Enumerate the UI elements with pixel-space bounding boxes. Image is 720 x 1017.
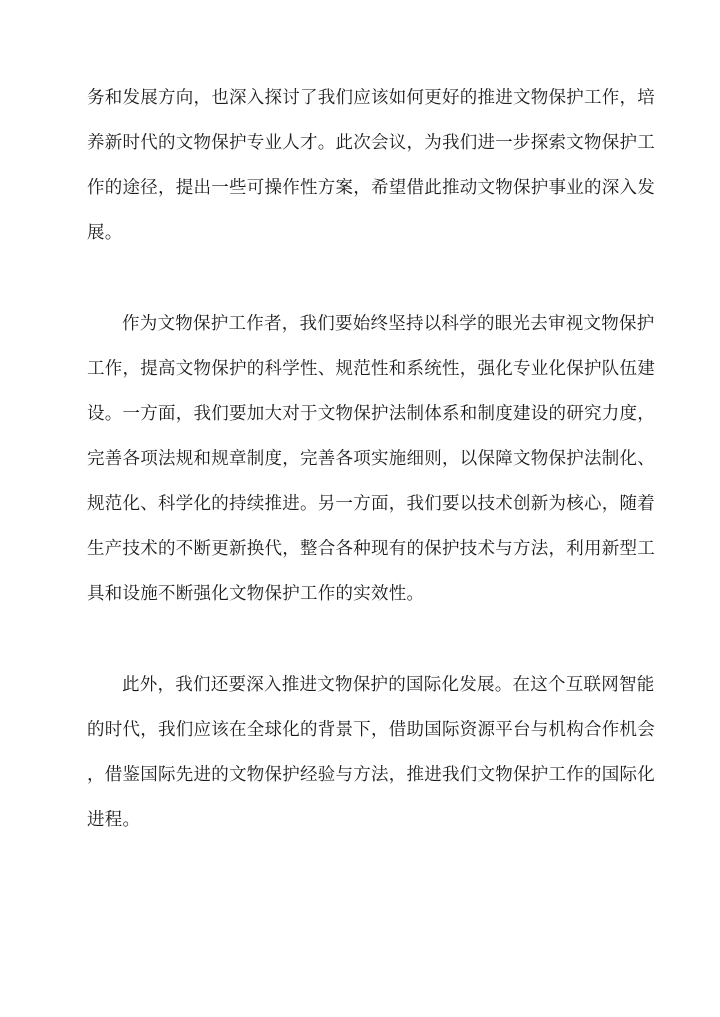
- paragraph-2: [87, 302, 655, 617]
- paragraph-line: 工作，提高文物保护的科学性、规范性和系统性，强化专业化保护队伍建: [87, 359, 655, 379]
- paragraph-line: 具和设施不断强化文物保护工作的实效性。: [87, 584, 425, 604]
- paragraph-line: 展。: [87, 223, 123, 243]
- paragraph-line: 完善各项法规和规章制度，完善各项实施细则，以保障文物保护法制化、: [87, 449, 655, 469]
- paragraph-line: 进程。: [87, 810, 141, 830]
- paragraph-line: 养新时代的文物保护专业人才。此次会议，为我们进一步探索文物保护工: [87, 133, 655, 153]
- paragraph-line: 此外，我们还要深入推进文物保护的国际化发展。在这个互联网智能: [122, 675, 655, 695]
- paragraph-line: ，借鉴国际先进的文物保护经验与方法，推进我们文物保护工作的国际化: [87, 765, 655, 785]
- paragraph-line: 规范化、科学化的持续推进。另一方面，我们要以技术创新为核心，随着: [87, 494, 655, 514]
- paragraph-line: 务和发展方向，也深入探讨了我们应该如何更好的推进文物保护工作，培: [87, 88, 655, 108]
- paragraph-1: [87, 76, 655, 256]
- paragraph-line: 设。一方面，我们要加大对于文物保护法制体系和制度建设的研究力度，: [87, 404, 655, 424]
- paragraph-line: 生产技术的不断更新换代，整合各种现有的保护技术与方法，利用新型工: [87, 539, 655, 559]
- paragraph-3: [87, 663, 655, 843]
- paragraph-line: 的时代，我们应该在全球化的背景下，借助国际资源平台与机构合作机会: [87, 720, 655, 740]
- paragraph-line: 作为文物保护工作者，我们要始终坚持以科学的眼光去审视文物保护: [122, 314, 655, 334]
- paragraph-line: 作的途径，提出一些可操作性方案，希望借此推动文物保护事业的深入发: [87, 178, 655, 198]
